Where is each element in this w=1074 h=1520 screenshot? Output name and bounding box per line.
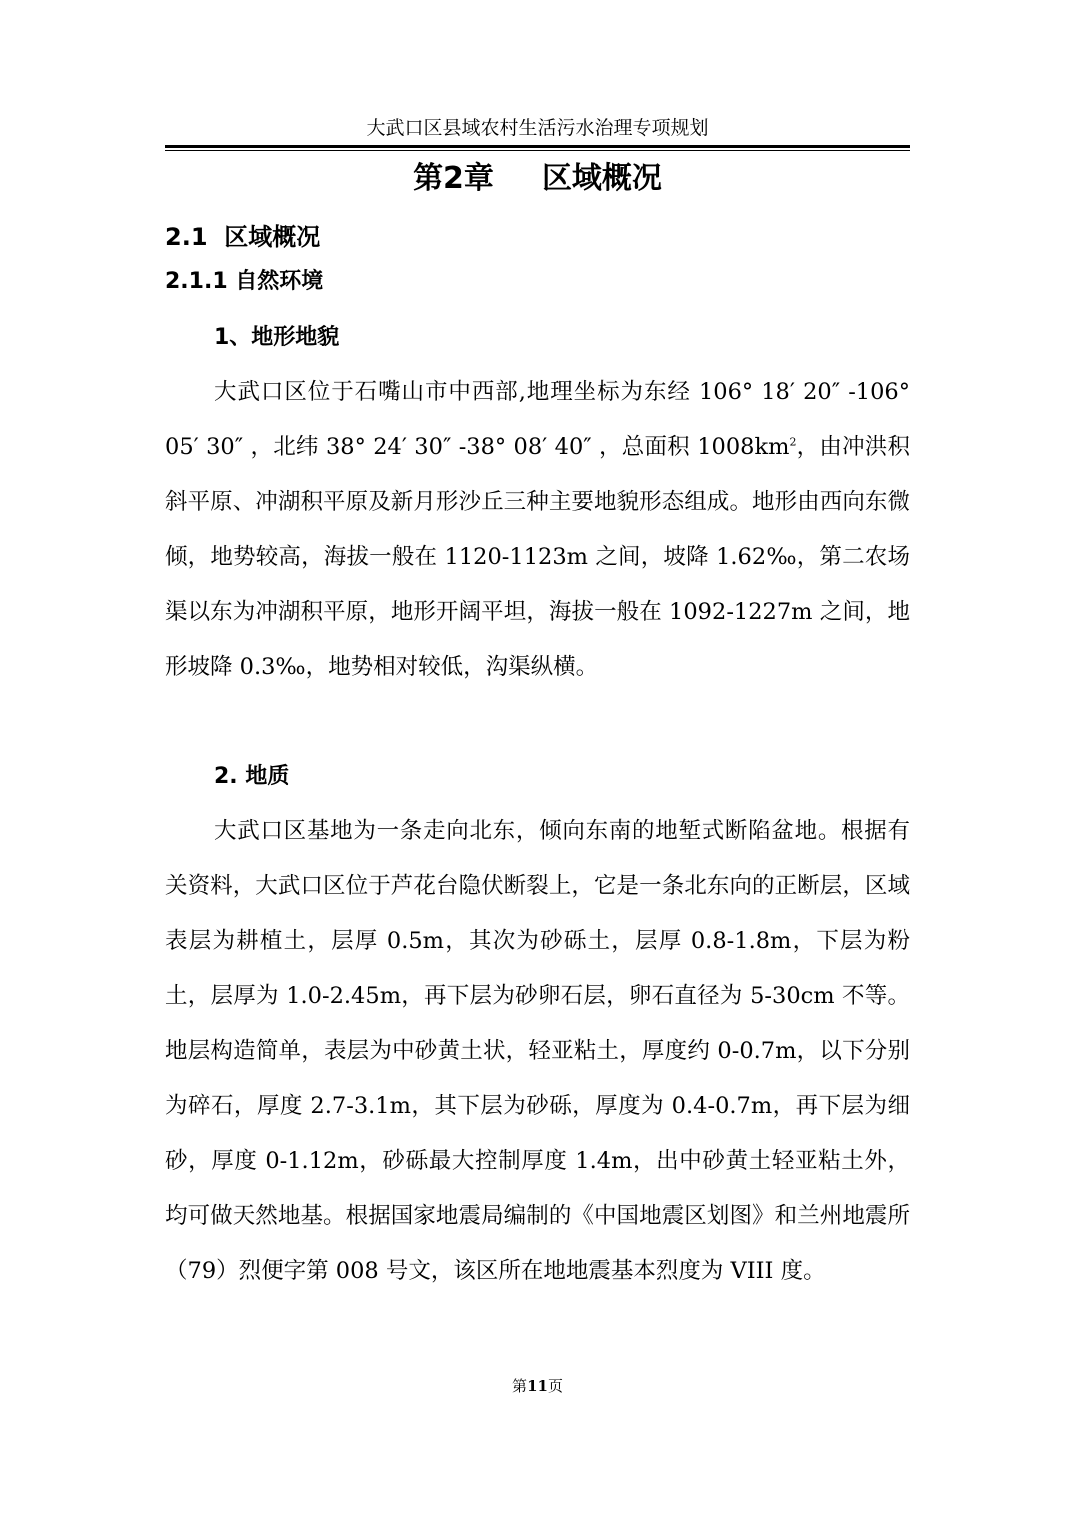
chapter-number: 第2章 xyxy=(413,161,494,196)
chapter-name: 区域概况 xyxy=(541,161,662,196)
geology-paragraph: 大武口区基地为一条走向北东，倾向东南的地堑式断陷盆地。根据有关资料，大武口区位于芦花台隐伏断裂上，它是一条北东向的正断层，区域表层为耕植土，层厚 0.5m，其次为砂砾土，层厚 0.8-1.8m，下层为粉土，层厚为 1.0-2.45m，再下层为砂卵石层，卵石直径为 5-30cm 不等。地层构造简单，表层为中砂黄土状，轻亚粘土，厚度约 0-0.7m，以下分别为碎石，厚度 2.7-3.1m，其下层为砂砾，厚度为 0.4-0.7m，再下层为细砂，厚度 0-1.12m，砂砾最大控制厚度 1.4m，出中砂黄土轻亚粘土外，均可做天然地基。根据国家地震局编制的《中国地震区划图》和兰州地震所（79）烈便字第 008 号文，该区所在地地震基本烈度为 VIII 度。 xyxy=(165,818,910,1284)
chapter-title xyxy=(165,158,910,200)
area-superscript: 2 xyxy=(789,435,797,449)
footer-suffix: 页 xyxy=(547,1377,563,1395)
header-rule-thick xyxy=(165,145,910,148)
terrain-heading: 1、地形地貌 xyxy=(214,325,340,350)
page-number: 11 xyxy=(527,1377,548,1395)
running-header: 大武口区县域农村生活污水治理专项规划 xyxy=(366,117,709,139)
terrain-paragraph xyxy=(165,365,910,695)
geology-heading: 2. 地质 xyxy=(214,764,290,789)
subsection-heading: 2.1.1 自然环境 xyxy=(165,269,324,294)
terrain-text-b: ，由冲洪积斜平原、冲湖积平原及新月形沙丘三种主要地貌形态组成。地形由西向东微倾，地势较高，海拔一般在 1120-1123m 之间，坡降 1.62‰，第二农场渠以东为冲湖积平原，地形开阔平坦，海拔一般在 1092-1227m 之间，地形坡降 0.3‰，地势相对较低，沟渠纵横。 xyxy=(165,434,910,680)
footer-prefix: 第 xyxy=(512,1377,528,1395)
header-rule-thin xyxy=(165,150,910,151)
section-heading: 2.1 区域概况 xyxy=(165,223,321,251)
page-footer xyxy=(165,1376,910,1396)
terrain-text-a: 大武口区位于石嘴山市中西部,地理坐标为东经 106° 18′ 20″ -106° 05′ 30″ ，北纬 38° 24′ 30″ -38° 08′ 40″ ，总面积 1008km xyxy=(165,379,910,460)
